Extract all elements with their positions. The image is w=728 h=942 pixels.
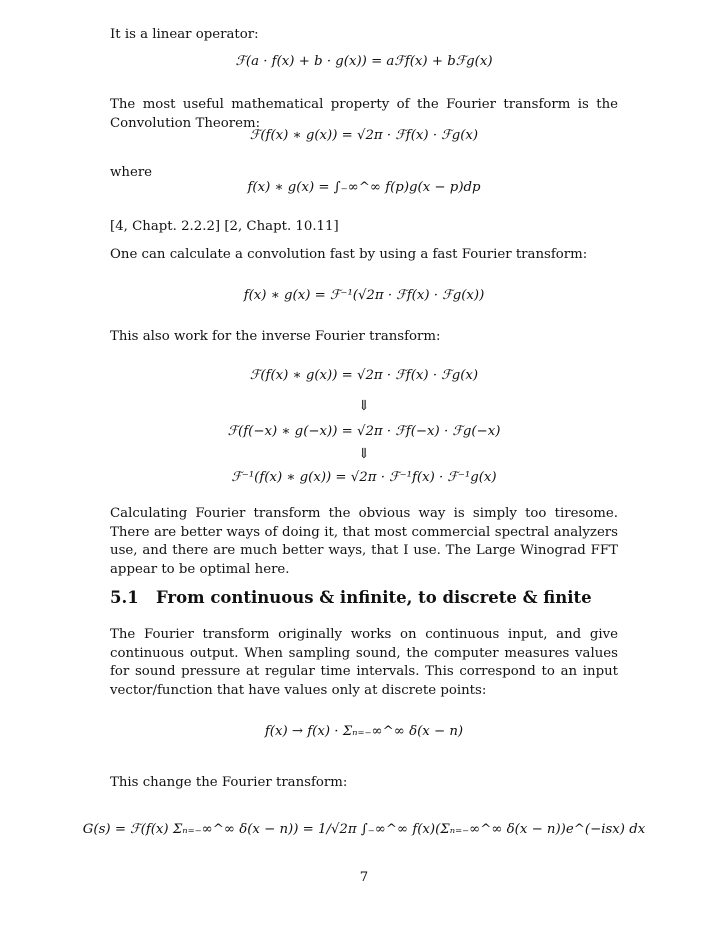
implies-arrow: ⇓ bbox=[358, 446, 370, 462]
section-title: From continuous & infinite, to discrete & finite bbox=[156, 588, 592, 607]
equation-inverse-1: ℱ(f(x) ∗ g(x)) = √2π · ℱf(x) · ℱg(x) bbox=[249, 368, 479, 383]
paragraph-fast-convolution: One can calculate a convolution fast by using a fast Fourier transform: bbox=[110, 247, 588, 262]
page-number: 7 bbox=[359, 870, 369, 885]
paragraph-where: where bbox=[110, 165, 153, 180]
equation-linearity: ℱ(a · f(x) + b · g(x)) = aℱf(x) + bℱg(x) bbox=[235, 54, 493, 69]
equation-sampling: f(x) → f(x) · Σₙ₌₋∞^∞ δ(x − n) bbox=[264, 724, 464, 739]
equation-G: G(s) = ℱ(f(x) Σₙ₌₋∞^∞ δ(x − n)) = 1/√2π ∫₋∞^∞ f(x)(Σₙ₌₋∞^∞ δ(x − n))e^(−isx) dx bbox=[82, 822, 646, 837]
equation-inverse-3: ℱ⁻¹(f(x) ∗ g(x)) = √2π · ℱ⁻¹f(x) · ℱ⁻¹g(x) bbox=[231, 470, 497, 485]
implies-arrow: ⇓ bbox=[358, 398, 370, 414]
equation-inverse-2: ℱ(f(−x) ∗ g(−x)) = √2π · ℱf(−x) · ℱg(−x) bbox=[227, 424, 501, 439]
paragraph-continuous: The Fourier transform originally works on continuous input, and give continuous output. When sampling sound, the computer measures values for sound pressure at regular time intervals. This correspond to an input vector/function that have values only at discrete points: bbox=[110, 627, 618, 698]
equation-convolution-integral: f(x) ∗ g(x) = ∫₋∞^∞ f(p)g(x − p)dp bbox=[247, 180, 481, 195]
paragraph-calculating: Calculating Fourier transform the obvious way is simply too tiresome. There are better ways of doing it, that most commercial spectral analyzers use, and there are much better ways, that I use. The Large Winograd FFT appear to be optimal here. bbox=[110, 506, 618, 577]
paragraph-inverse: This also work for the inverse Fourier transform: bbox=[110, 329, 441, 344]
equation-convolution-theorem: ℱ(f(x) ∗ g(x)) = √2π · ℱf(x) · ℱg(x) bbox=[249, 128, 479, 143]
paragraph-references: [4, Chapt. 2.2.2] [2, Chapt. 10.11] bbox=[110, 219, 339, 234]
section-heading bbox=[110, 588, 592, 607]
paragraph-convolution-theorem: The most useful mathematical property of the Fourier transform is the Convolution Theorem: bbox=[110, 97, 618, 131]
section-number: 5.1 bbox=[110, 588, 139, 607]
paragraph-linear: It is a linear operator: bbox=[110, 27, 259, 42]
equation-fast-convolution: f(x) ∗ g(x) = ℱ⁻¹(√2π · ℱf(x) · ℱg(x)) bbox=[243, 288, 485, 303]
paragraph-change: This change the Fourier transform: bbox=[110, 775, 348, 790]
